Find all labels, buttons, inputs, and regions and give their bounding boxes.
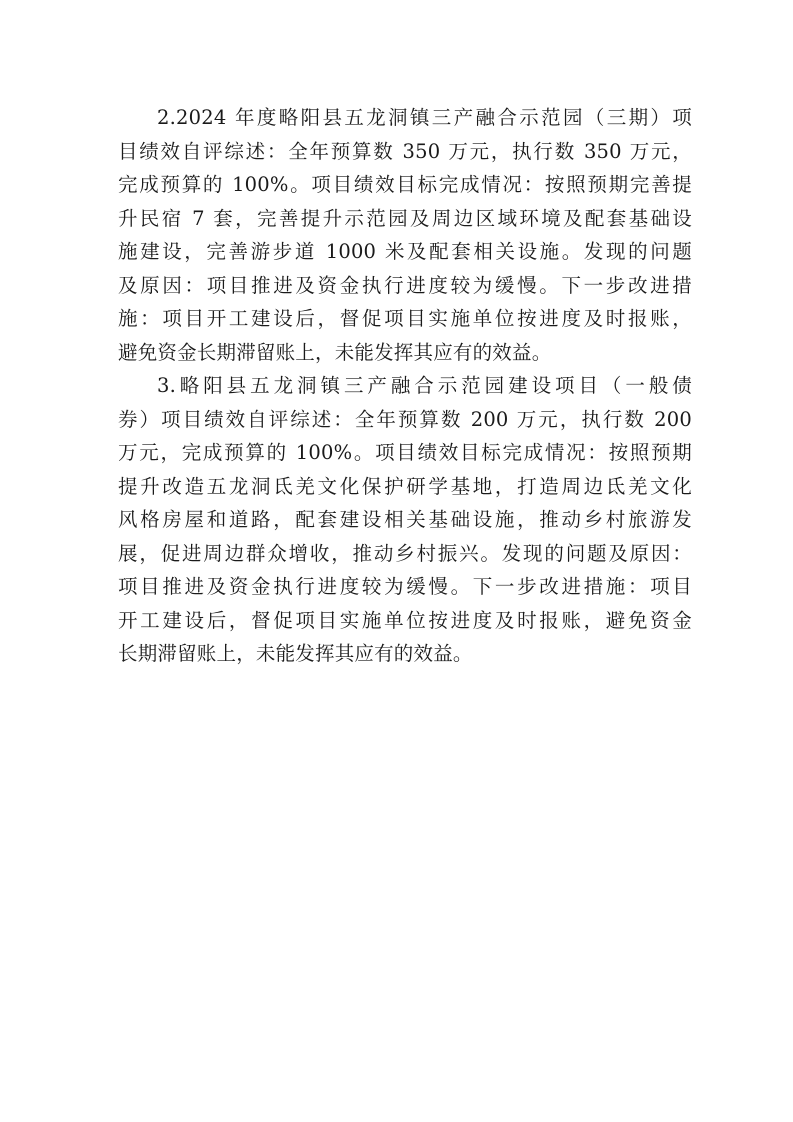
paragraph-line: 项目推进及资金执行进度较为缓慢。下一步改进措施：项目	[118, 575, 692, 598]
paragraph-line: 万元，完成预算的 100%。项目绩效目标完成情况：按照预期	[118, 441, 692, 464]
paragraph-line: 及原因：项目推进及资金执行进度较为缓慢。下一步改进措	[118, 273, 692, 297]
paragraph-line: 目绩效自评综述：全年预算数 350 万元，执行数 350 万元，	[118, 139, 692, 163]
paragraph-line: 施：项目开工建设后，督促项目实施单位按进度及时报账，	[118, 307, 692, 330]
document-body	[118, 101, 692, 671]
paragraph-line: 开工建设后，督促项目实施单位按进度及时报账，避免资金	[118, 608, 692, 632]
paragraph-item-2	[118, 101, 692, 369]
paragraph-line: 2.2024 年度略阳县五龙洞镇三产融合示范园（三期）项	[157, 106, 692, 129]
paragraph-line: 3.略阳县五龙洞镇三产融合示范园建设项目（一般债	[157, 374, 692, 397]
paragraph-line: 风格房屋和道路，配套建设相关基础设施，推动乡村旅游发	[118, 508, 692, 531]
paragraph-line: 完成预算的 100%。项目绩效目标完成情况：按照预期完善提	[118, 173, 692, 196]
paragraph-line: 避免资金长期滞留账上，未能发挥其应有的效益。	[118, 340, 552, 364]
paragraph-item-3	[118, 369, 692, 671]
paragraph-line: 施建设，完善游步道 1000 米及配套相关设施。发现的问题	[118, 240, 692, 263]
paragraph-line: 升民宿 7 套，完善提升示范园及周边区域环境及配套基础设	[118, 206, 692, 230]
paragraph-line: 长期滞留账上，未能发挥其应有的效益。	[118, 642, 473, 665]
paragraph-line: 展，促进周边群众增收，推动乡村振兴。发现的问题及原因：	[118, 541, 692, 565]
paragraph-line: 提升改造五龙洞氐羌文化保护研学基地，打造周边氐羌文化	[118, 474, 692, 498]
paragraph-line: 券）项目绩效自评综述：全年预算数 200 万元，执行数 200	[118, 407, 692, 431]
